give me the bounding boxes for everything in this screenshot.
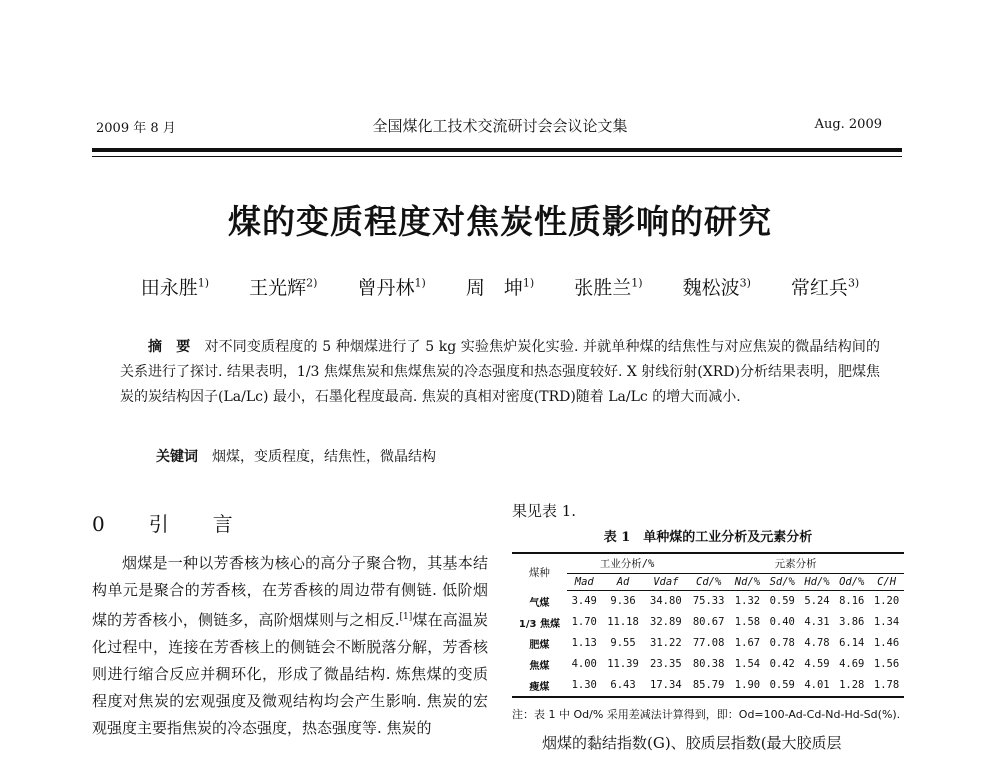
table-row: 瘦煤 1.30 6.43 17.34 85.79 1.90 0.59 4.01 1.28 1.78 <box>512 675 904 697</box>
body-text-continued: 烟煤的黏结指数(G)、胶质层指数(最大胶质层 <box>542 734 842 752</box>
proximate-ultimate-table <box>512 552 904 698</box>
abstract-text: 对不同变质程度的 5 种烟煤进行了 5 kg 实验焦炉炭化实验. 并就单种煤的结焦性与对应焦炭的微晶结构间的关系进行了探讨. 结果表明，1/3 焦煤焦炭和焦煤焦炭的冷态强度和热态强度较好. X 射线衍射(XRD)分析结果表明，肥煤焦炭的炭结构因子(La/Lc) 最小，石墨化程度最高. 焦炭的真相对密度(TRD)随着 La/Lc 的增大而减小. <box>120 339 880 405</box>
table-row: 1/3 焦煤 1.70 11.18 32.89 80.67 1.58 0.40 4.31 3.86 1.34 <box>518 616 900 630</box>
table-col-header: Ad <box>602 574 645 591</box>
keywords-text: 烟煤，变质程度，结焦性，微晶结构 <box>212 449 436 465</box>
author: 张胜兰$^{1)}$ <box>574 276 643 299</box>
table-col-header: Mad <box>567 574 602 591</box>
table-col-header: Vdaf <box>644 574 687 591</box>
running-header-date: 2009 年 8 月 <box>96 121 176 136</box>
author: 曾丹林$^{1)}$ <box>357 276 426 299</box>
header-rule-thick <box>92 148 902 152</box>
citation-ref: [1] <box>399 612 413 622</box>
table-caption: 表 1 单种煤的工业分析及元素分析 <box>603 530 813 545</box>
intro-text-part1: 烟煤是一种以芳香核为核心的高分子聚合物，其基本结构单元是聚合的芳香核，在芳香核的周边带有侧链. 低阶烟煤的芳香核小，侧链多，高阶烟煤则与之相反. <box>92 554 488 629</box>
author: 王光辉$^{2)}$ <box>249 276 318 299</box>
author-list <box>0 273 1000 300</box>
header-rule-thin <box>92 156 902 157</box>
table-group-ultimate: 元素分析 <box>687 553 904 574</box>
table-col-header: Sd/% <box>765 574 800 591</box>
author: 周 坤$^{1)}$ <box>465 276 535 299</box>
table-header-coal: 煤种 <box>512 553 567 591</box>
table-lead-in: 果见表 1. <box>512 502 577 520</box>
introduction-body <box>92 550 488 742</box>
paper-title: 煤的变质程度对焦炭性质影响的研究 <box>228 202 772 241</box>
table-note: 注：表 1 中 Od/% 采用差减法计算得到，即：Od=100-Ad-Cd-Nd-Hd-Sd(%). <box>512 708 901 721</box>
table-row: 肥煤 1.13 9.55 31.22 77.08 1.67 0.78 4.78 6.14 1.46 <box>529 637 900 651</box>
author: 常红兵$^{3)}$ <box>790 276 860 299</box>
intro-text-part2: 煤在高温炭化过程中，连接在芳香核上的侧链会不断脱落分解，芳香核则进行缩合反应并稠环化，形成了微晶结构. 炼焦煤的变质程度对焦炭的宏观强度及微观结构均会产生影响. 焦炭的宏观强度主要指焦炭的冷态强度，热态强度等. 焦炭的 <box>92 611 488 737</box>
abstract <box>120 335 880 410</box>
author: 魏松波$^{3)}$ <box>682 276 751 299</box>
table-row: 气煤 3.49 9.36 34.80 75.33 1.32 0.59 5.24 8.16 1.20 <box>529 595 900 609</box>
table-col-header: Cd/% <box>687 574 730 591</box>
table-col-header: Hd/% <box>800 574 835 591</box>
table-row: 焦煤 4.00 11.39 23.35 80.38 1.54 0.42 4.59 4.69 1.56 <box>529 658 900 672</box>
table-group-proximate: 工业分析/% <box>567 553 687 574</box>
keywords <box>156 446 436 466</box>
section-heading-introduction: 0 引 言 <box>92 512 245 536</box>
abstract-label: 摘 要 <box>148 339 191 355</box>
keywords-label: 关键词 <box>156 449 198 465</box>
table-col-header: Od/% <box>834 574 869 591</box>
running-header-journal: 全国煤化工技术交流研讨会会议论文集 <box>372 117 628 135</box>
running-header-date-en: Aug. 2009 <box>814 117 882 132</box>
table-col-header: C/H <box>869 574 904 591</box>
table-col-header: Nd/% <box>730 574 765 591</box>
table-1 <box>512 552 904 698</box>
author: 田永胜$^{1)}$ <box>140 276 210 299</box>
